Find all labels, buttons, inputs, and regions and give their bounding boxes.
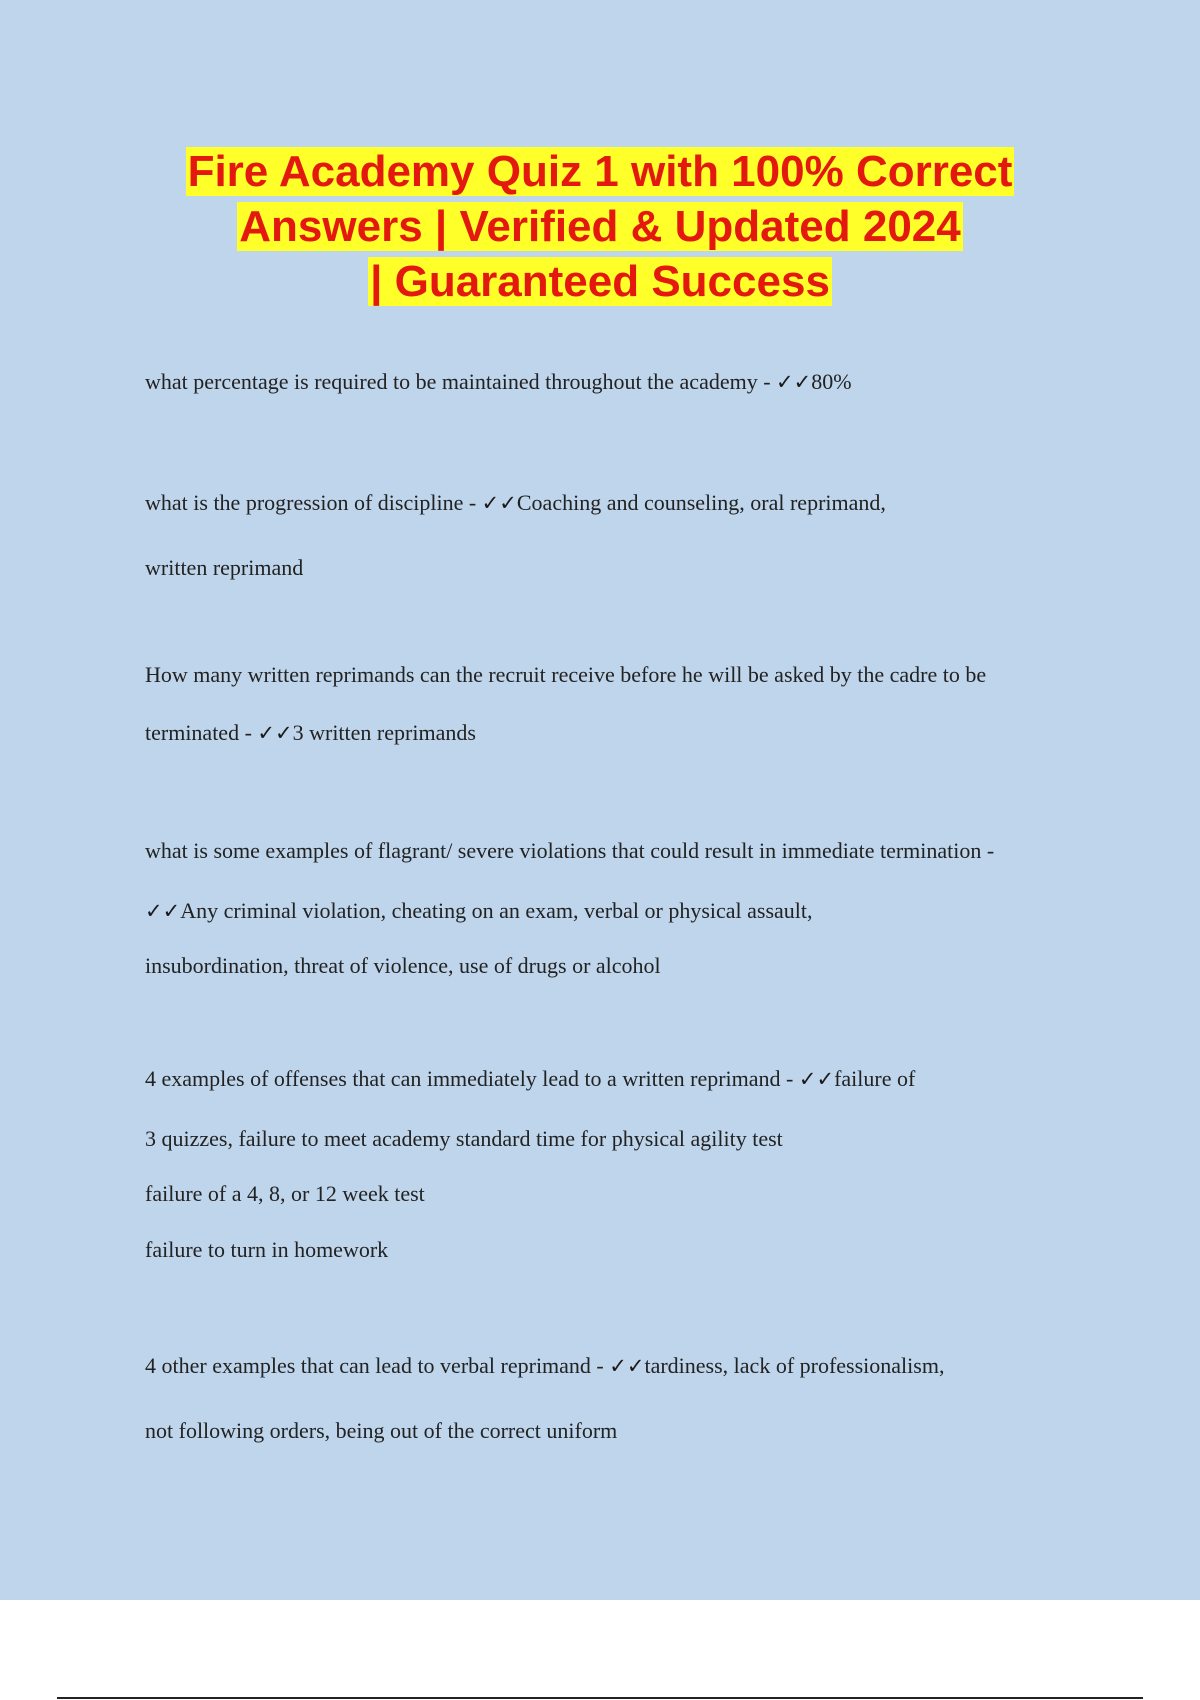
qa-6-question <box>145 1352 944 1380</box>
double-check-icon: ✓✓ <box>257 721 293 745</box>
qa-3-question-line-1: How many written reprimands can the recruit receive before he will be asked by the cadre to be <box>145 662 987 687</box>
double-check-icon: ✓✓ <box>798 1067 835 1091</box>
title-line-3: | Guaranteed Success <box>370 257 830 306</box>
footer-divider <box>57 1697 1143 1699</box>
qa-4-question <box>145 837 994 865</box>
question-text: 4 examples of offenses that can immediately lead to a written reprimand - <box>145 1066 794 1091</box>
document-title <box>0 144 1200 309</box>
double-check-icon: ✓✓ <box>481 491 517 515</box>
double-check-icon: ✓✓ <box>145 899 181 923</box>
question-text: what is the progression of discipline - <box>145 490 477 515</box>
qa-4-answer-line-2: insubordination, threat of violence, use of drugs or alcohol <box>145 953 661 978</box>
qa-2-question <box>145 489 886 517</box>
qa-5-answer-line-2: 3 quizzes, failure to meet academy standard time for physical agility test <box>145 1126 783 1151</box>
answer-text: 3 written reprimands <box>292 720 476 745</box>
qa-3-question-line-2 <box>145 719 476 747</box>
qa-2-answer-line-2: written reprimand <box>145 555 304 580</box>
double-check-icon: ✓✓ <box>776 370 812 394</box>
double-check-icon: ✓✓ <box>609 1354 645 1378</box>
answer-text: tardiness, lack of professionalism, <box>644 1353 945 1378</box>
qa-1-question <box>145 368 852 396</box>
question-text: 4 other examples that can lead to verbal reprimand - <box>145 1353 604 1378</box>
qa-5-answer-line-3: failure of a 4, 8, or 12 week test <box>145 1181 425 1206</box>
qa-4-answer-line-1 <box>145 897 813 925</box>
answer-text: failure of <box>834 1066 916 1091</box>
question-text: what is some examples of flagrant/ severe violations that could result in immediate termination - <box>145 838 995 863</box>
answer-text: 80% <box>811 369 852 394</box>
qa-6-answer-line-2: not following orders, being out of the correct uniform <box>145 1418 618 1443</box>
qa-5-question <box>145 1065 915 1093</box>
answer-text: Coaching and counseling, oral reprimand, <box>516 490 886 515</box>
title-line-2: Answers | Verified & Updated 2024 <box>239 202 961 251</box>
question-text: terminated - <box>145 720 252 745</box>
question-text: what percentage is required to be maintained throughout the academy - <box>145 369 771 394</box>
qa-5-answer-line-4: failure to turn in homework <box>145 1237 389 1262</box>
title-line-1: Fire Academy Quiz 1 with 100% Correct <box>187 147 1013 196</box>
answer-text: Any criminal violation, cheating on an exam, verbal or physical assault, <box>180 898 813 923</box>
